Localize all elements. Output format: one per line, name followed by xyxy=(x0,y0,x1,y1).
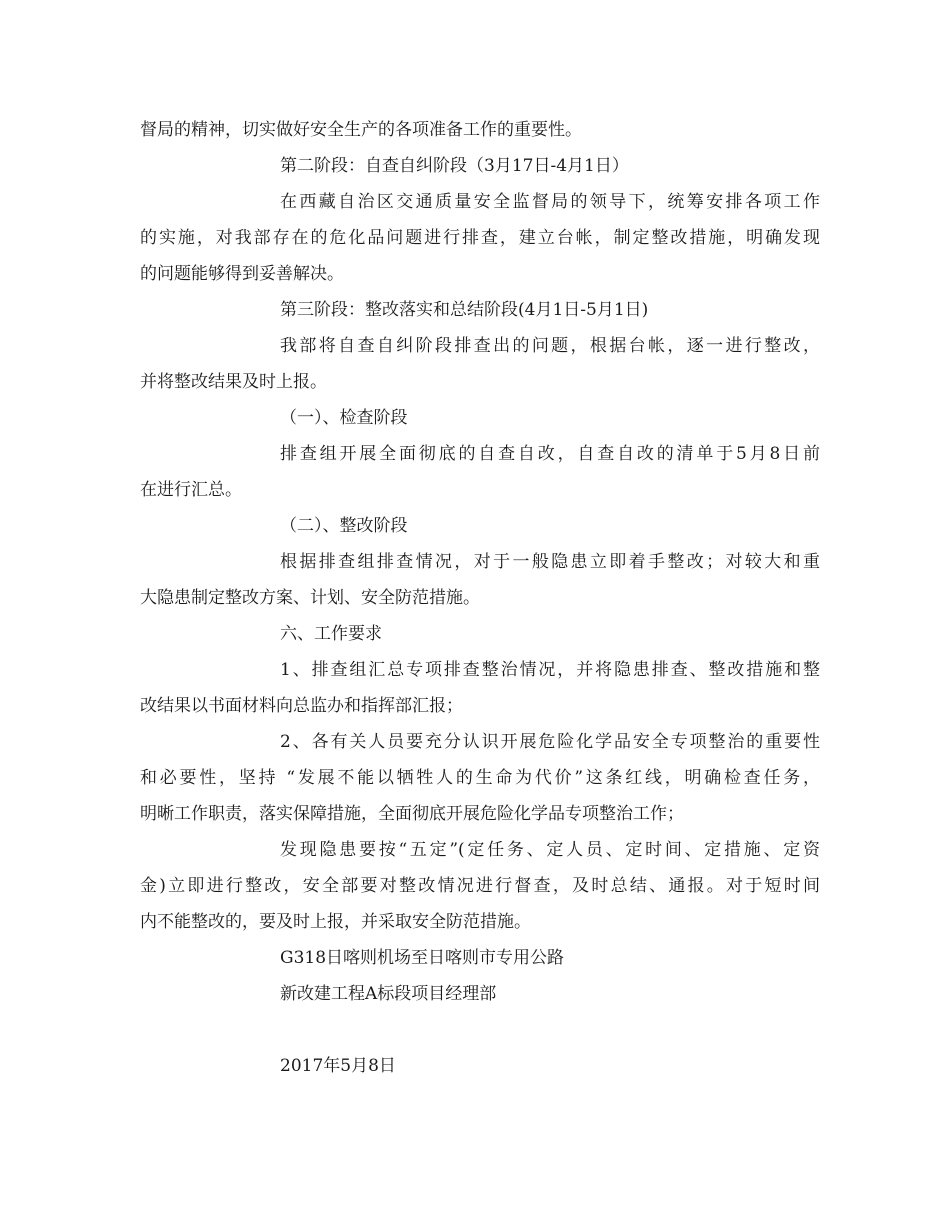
text-line: 在进行汇总。 xyxy=(140,480,242,500)
text-line: 督局的精神，切实做好安全生产的各项准备工作的重要性。 xyxy=(140,120,582,140)
signature-organization-line-2: 新改建工程A标段项目经理部 xyxy=(280,984,497,1004)
section-heading-rectification: （二）、整改阶段 xyxy=(280,516,408,536)
section-heading-requirements: 六、工作要求 xyxy=(280,624,382,644)
text-line: 发现隐患要按“五定”(定任务、定人员、定时间、定措施、定资 xyxy=(280,840,820,860)
text-line: 1、排查组汇总专项排查整治情况，并将隐患排查、整改措施和整 xyxy=(280,660,820,680)
section-heading-inspection: （一）、检查阶段 xyxy=(280,408,408,428)
text-line: 内不能整改的，要及时上报，并采取安全防范措施。 xyxy=(140,912,531,932)
text-line: 金)立即进行整改，安全部要对整改情况进行督查，及时总结、通报。对于短时间 xyxy=(140,876,820,896)
text-line: 大隐患制定整改方案、计划、安全防范措施。 xyxy=(140,588,480,608)
text-line: 根据排查组排查情况，对于一般隐患立即着手整改；对较大和重 xyxy=(280,552,820,572)
text-line: 2、各有关人员要充分认识开展危险化学品安全专项整治的重要性 xyxy=(280,732,820,752)
text-line: 改结果以书面材料向总监办和指挥部汇报； xyxy=(140,696,463,716)
text-line: 排查组开展全面彻底的自查自改，自查自改的清单于5月8日前 xyxy=(280,444,820,464)
text-line: 的问题能够得到妥善解决。 xyxy=(140,264,344,284)
text-line: 明晰工作职责，落实保障措施，全面彻底开展危险化学品专项整治工作； xyxy=(140,804,684,824)
section-heading-stage-2: 第二阶段：自查自纠阶段（3月17日-4月1日） xyxy=(280,156,629,176)
text-line: 在西藏自治区交通质量安全监督局的领导下，统筹安排各项工作 xyxy=(280,192,820,212)
text-line: 并将整改结果及时上报。 xyxy=(140,372,327,392)
section-heading-stage-3: 第三阶段：整改落实和总结阶段(4月1日-5月1日) xyxy=(280,300,649,320)
text-line: 和必要性，坚持 “发展不能以牺牲人的生命为代价”这条红线，明确检查任务， xyxy=(140,768,820,788)
text-line: 我部将自查自纠阶段排查出的问题，根据台帐，逐一进行整改， xyxy=(280,336,820,356)
signature-organization-line-1: G318日喀则机场至日喀则市专用公路 xyxy=(280,948,565,968)
text-line: 的实施，对我部存在的危化品问题进行排查，建立台帐，制定整改措施，明确发现 xyxy=(140,228,820,248)
signature-date: 2017年5月8日 xyxy=(280,1056,396,1076)
